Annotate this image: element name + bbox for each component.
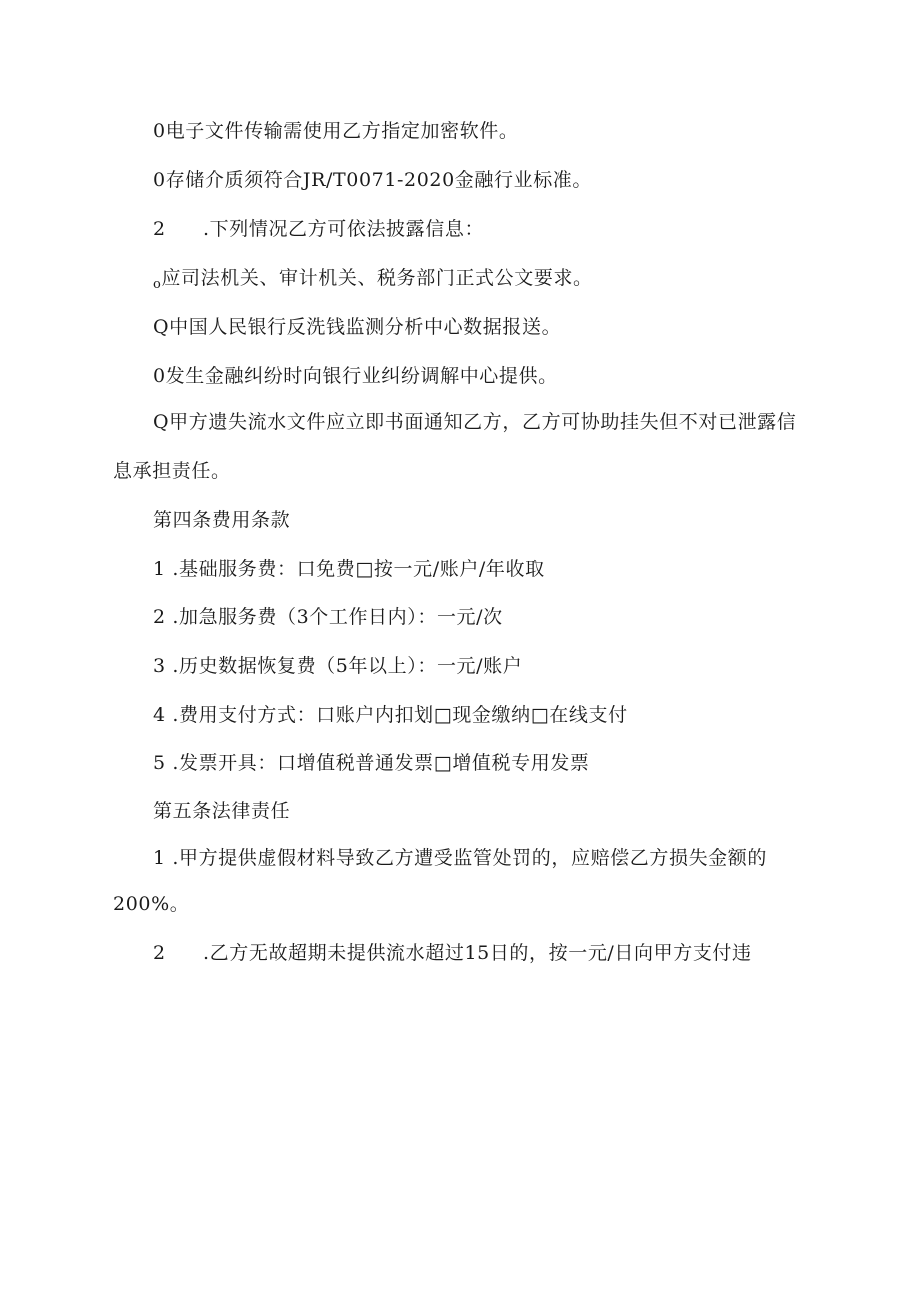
clause-line-pboc: Q中国人民银行反洗钱监测分析中心数据报送。	[153, 316, 562, 338]
liability-item-2	[153, 941, 752, 965]
fee-item-3: 3 .历史数据恢复费（5年以上）：一元/账户	[153, 655, 523, 677]
clause-line-storage-standard: 0存储介质须符合JR/T0071-2020金融行业标准。	[153, 169, 593, 191]
clause-line-text: 应司法机关、审计机关、税务部门正式公文要求。	[161, 267, 593, 289]
liability-item-1: 1 .甲方提供虚假材料导致乙方遭受监管处罚的，应赔偿乙方损失金额的	[153, 847, 767, 869]
clause-item-number: 2	[153, 218, 166, 240]
liability-item-number: 2	[153, 942, 166, 964]
clause-line-dispute: 0发生金融纠纷时向银行业纠纷调解中心提供。	[153, 365, 558, 387]
clause-item-2	[153, 217, 484, 241]
clause-line-lost-file-cont: 息承担责任。	[113, 460, 231, 482]
section-heading-liability: 第五条法律责任	[153, 800, 291, 822]
fee-item-1: 1 .基础服务费：口免费□按一元/账户/年收取	[153, 558, 545, 580]
clause-line-judicial	[153, 266, 593, 293]
fee-item-4: 4 .费用支付方式：口账户内扣划□现金缴纳□在线支付	[153, 704, 628, 726]
clause-line-encryption: 0电子文件传输需使用乙方指定加密软件。	[153, 120, 519, 142]
clause-line-lost-file: Q甲方遗失流水文件应立即书面通知乙方，乙方可协助挂失但不对已泄露信	[153, 411, 797, 433]
clause-item-text: .下列情况乙方可依法披露信息：	[203, 218, 485, 240]
fee-item-2: 2 .加急服务费（3个工作日内）：一元/次	[153, 606, 503, 628]
section-heading-fees: 第四条费用条款	[153, 509, 291, 531]
liability-item-text: .乙方无故超期未提供流水超过15日的，按一元/日向甲方支付违	[203, 942, 752, 964]
fee-item-5: 5 .发票开具：口增值税普通发票□增值税专用发票	[153, 752, 590, 774]
liability-item-1-cont: 200%。	[113, 893, 190, 915]
bullet-marker: o	[153, 277, 162, 292]
